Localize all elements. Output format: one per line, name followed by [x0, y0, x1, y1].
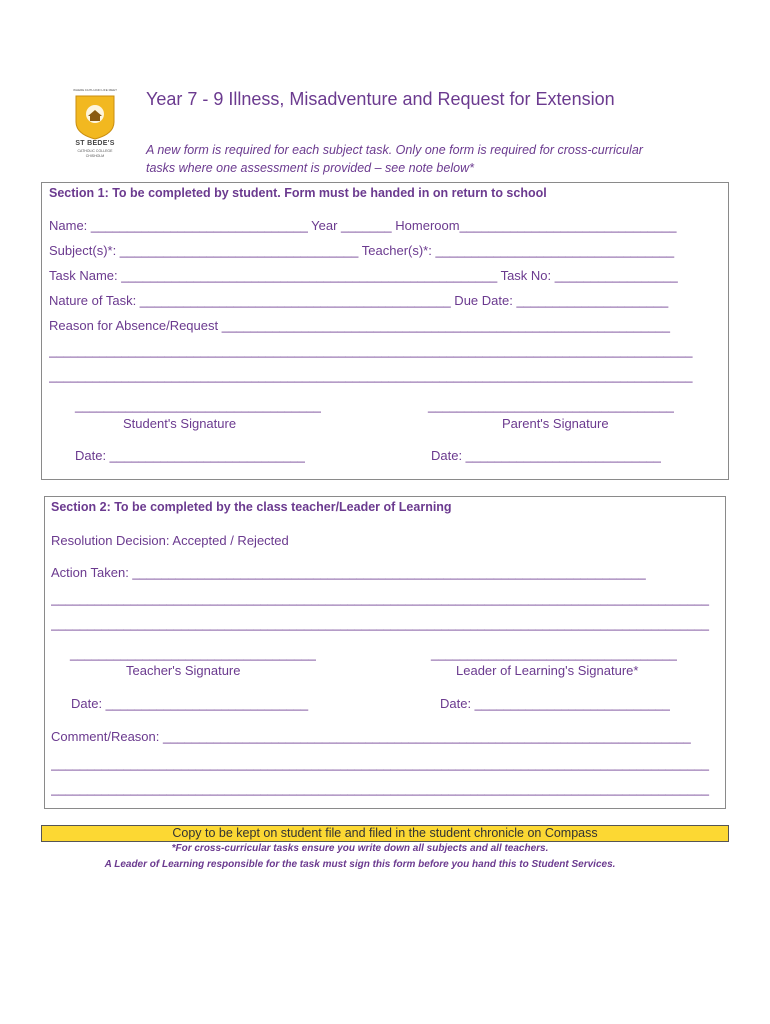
file-copy-banner: Copy to be kept on student file and filed in the student chronicle on Compass	[41, 825, 729, 842]
cross-curricular-note: *For cross-curricular tasks ensure you write down all subjects and all teachers.	[171, 843, 549, 854]
comment-blank-line[interactable]: ___________________________________________________________________________________________	[51, 756, 709, 771]
parent-signature-label: Parent's Signature	[502, 416, 609, 431]
teacher-date-field[interactable]: Date: ____________________________	[71, 696, 309, 711]
logo-motto: WHERE FAITH AND LIFE MEET	[73, 88, 117, 92]
subject-teacher-row[interactable]: Subject(s)*: _________________________________ Teacher(s)*: _________________________________	[49, 243, 675, 258]
school-logo	[68, 88, 122, 162]
teacher-signature-label: Teacher's Signature	[126, 663, 241, 678]
section-1-heading: Section 1: To be completed by student. Form must be handed in on return to school	[49, 186, 547, 200]
logo-subtitle-1: CATHOLIC COLLEGE	[77, 149, 113, 153]
form-intro: A new form is required for each subject task. Only one form is required for cross-curricular tasks where one assessment is provided – see note below*	[146, 143, 643, 175]
action-taken-row[interactable]: Action Taken: _______________________________________________________________________	[51, 565, 646, 580]
resolution-decision[interactable]: Resolution Decision: Accepted / Rejected	[51, 533, 289, 548]
leader-date-field[interactable]: Date: ___________________________	[440, 696, 670, 711]
logo-subtitle	[68, 149, 122, 159]
task-name-row[interactable]: Task Name: ____________________________________________________ Task No: _________________	[49, 268, 678, 283]
teacher-signature-line[interactable]: __________________________________	[70, 646, 316, 661]
student-signature-label: Student's Signature	[123, 416, 237, 431]
parent-signature-line[interactable]: __________________________________	[428, 398, 674, 413]
parent-date-field[interactable]: Date: ___________________________	[431, 448, 661, 463]
logo-subtitle-2: CHISHOLM	[85, 154, 105, 158]
name-year-homeroom-row[interactable]: Name: ______________________________ Year _______ Homeroom______________________________	[49, 218, 677, 233]
logo-school-name: ST BEDE'S	[75, 140, 115, 147]
action-blank-line[interactable]: ___________________________________________________________________________________________	[51, 591, 709, 606]
form-title: Year 7 - 9 Illness, Misadventure and Request for Extension	[146, 89, 615, 109]
reason-blank-line[interactable]: _________________________________________________________________________________________	[49, 368, 693, 383]
leader-signature-label: Leader of Learning's Signature*	[456, 663, 639, 678]
nature-of-task-row[interactable]: Nature of Task: ___________________________________________ Due Date: _____________________	[49, 293, 669, 308]
section-2-heading: Section 2: To be completed by the class teacher/Leader of Learning	[51, 500, 452, 514]
reason-row[interactable]: Reason for Absence/Request ______________________________________________________________	[49, 318, 670, 333]
action-blank-line[interactable]: ___________________________________________________________________________________________	[51, 616, 709, 631]
shield-icon	[74, 94, 116, 140]
leader-signature-note: A Leader of Learning responsible for the task must sign this form before you hand this to Student Services.	[104, 859, 616, 870]
comment-blank-line[interactable]: ___________________________________________________________________________________________	[51, 781, 709, 796]
student-signature-line[interactable]: __________________________________	[75, 398, 321, 413]
reason-blank-line[interactable]: _________________________________________________________________________________________	[49, 343, 693, 358]
student-date-field[interactable]: Date: ___________________________	[75, 448, 305, 463]
comment-reason-row[interactable]: Comment/Reason: _________________________________________________________________________	[51, 729, 691, 744]
leader-signature-line[interactable]: __________________________________	[431, 646, 677, 661]
